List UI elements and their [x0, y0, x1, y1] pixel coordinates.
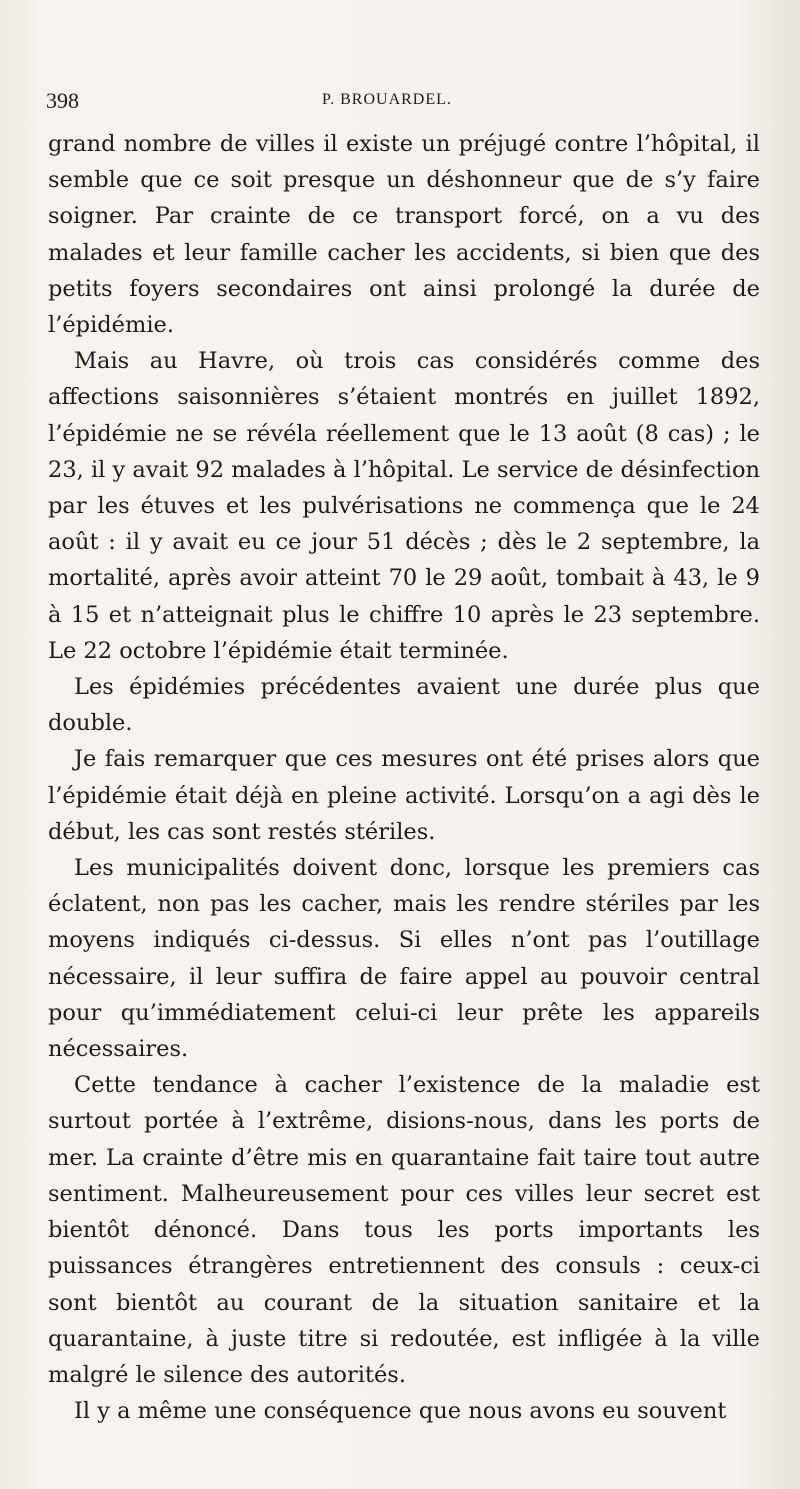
paragraph: Les municipalités doivent donc, lorsque les premiers cas éclatent, non pas les cacher, mais les rendre stériles par les moyens indiqués ci-dessus. Si elles n’ont pas l’outillage nécessaire, il leur suffira de faire appel au pouvoir central pour qu’immédiatement celui-ci leur prête les appareils nécessaires. — [48, 855, 760, 1063]
paragraph: Mais au Havre, où trois cas considérés comme des affections saisonnières s’étaient montrés en juillet 1892, l’épidémie ne se révéla réellement que le 13 août (8 cas) ; le 23, il y avait 92 malades à l’hôpital. Le service de désinfection par les étuves et les pulvérisations ne commença que le 24 août : il y avait eu ce jour 51 décès ; dès le 2 septembre, la mortalité, après avoir atteint 70 le 29 août, tombait à 43, le 9 à 15 et n’atteignait plus le chiffre 10 après le 23 septembre. Le 22 octobre l’épidémie était terminée. — [48, 348, 760, 664]
page-header — [46, 88, 760, 118]
body-text — [48, 126, 760, 1429]
running-head: P. BROUARDEL. — [322, 91, 452, 108]
paragraph: Les épidémies précédentes avaient une durée plus que double. — [48, 674, 760, 737]
paragraph: Je fais remarquer que ces mesures ont été prises alors que l’épidémie était déjà en pleine activité. Lorsqu’on a agi dès le début, les cas sont restés stériles. — [48, 746, 760, 845]
page-number: 398 — [46, 88, 79, 113]
paragraph: Cette tendance à cacher l’existence de la maladie est surtout portée à l’extrême, disions-nous, dans les ports de mer. La crainte d’être mis en quarantaine fait taire tout autre sentiment. Malheureusement pour ces villes leur secret est bientôt dénoncé. Dans tous les ports importants les puissances étrangères entretiennent des consuls : ceux-ci sont bientôt au courant de la situation sanitaire et la quarantaine, à juste titre si redoutée, est infligée à la ville malgré le silence des autorités. — [48, 1072, 760, 1388]
paragraph: grand nombre de villes il existe un préjugé contre l’hôpital, il semble que ce soit presque un déshonneur que de s’y faire soigner. Par crainte de ce transport forcé, on a vu des malades et leur famille cacher les accidents, si bien que des petits foyers secondaires ont ainsi prolongé la durée de l’épidémie. — [48, 131, 760, 339]
paragraph: Il y a même une conséquence que nous avons eu souvent — [74, 1398, 727, 1425]
